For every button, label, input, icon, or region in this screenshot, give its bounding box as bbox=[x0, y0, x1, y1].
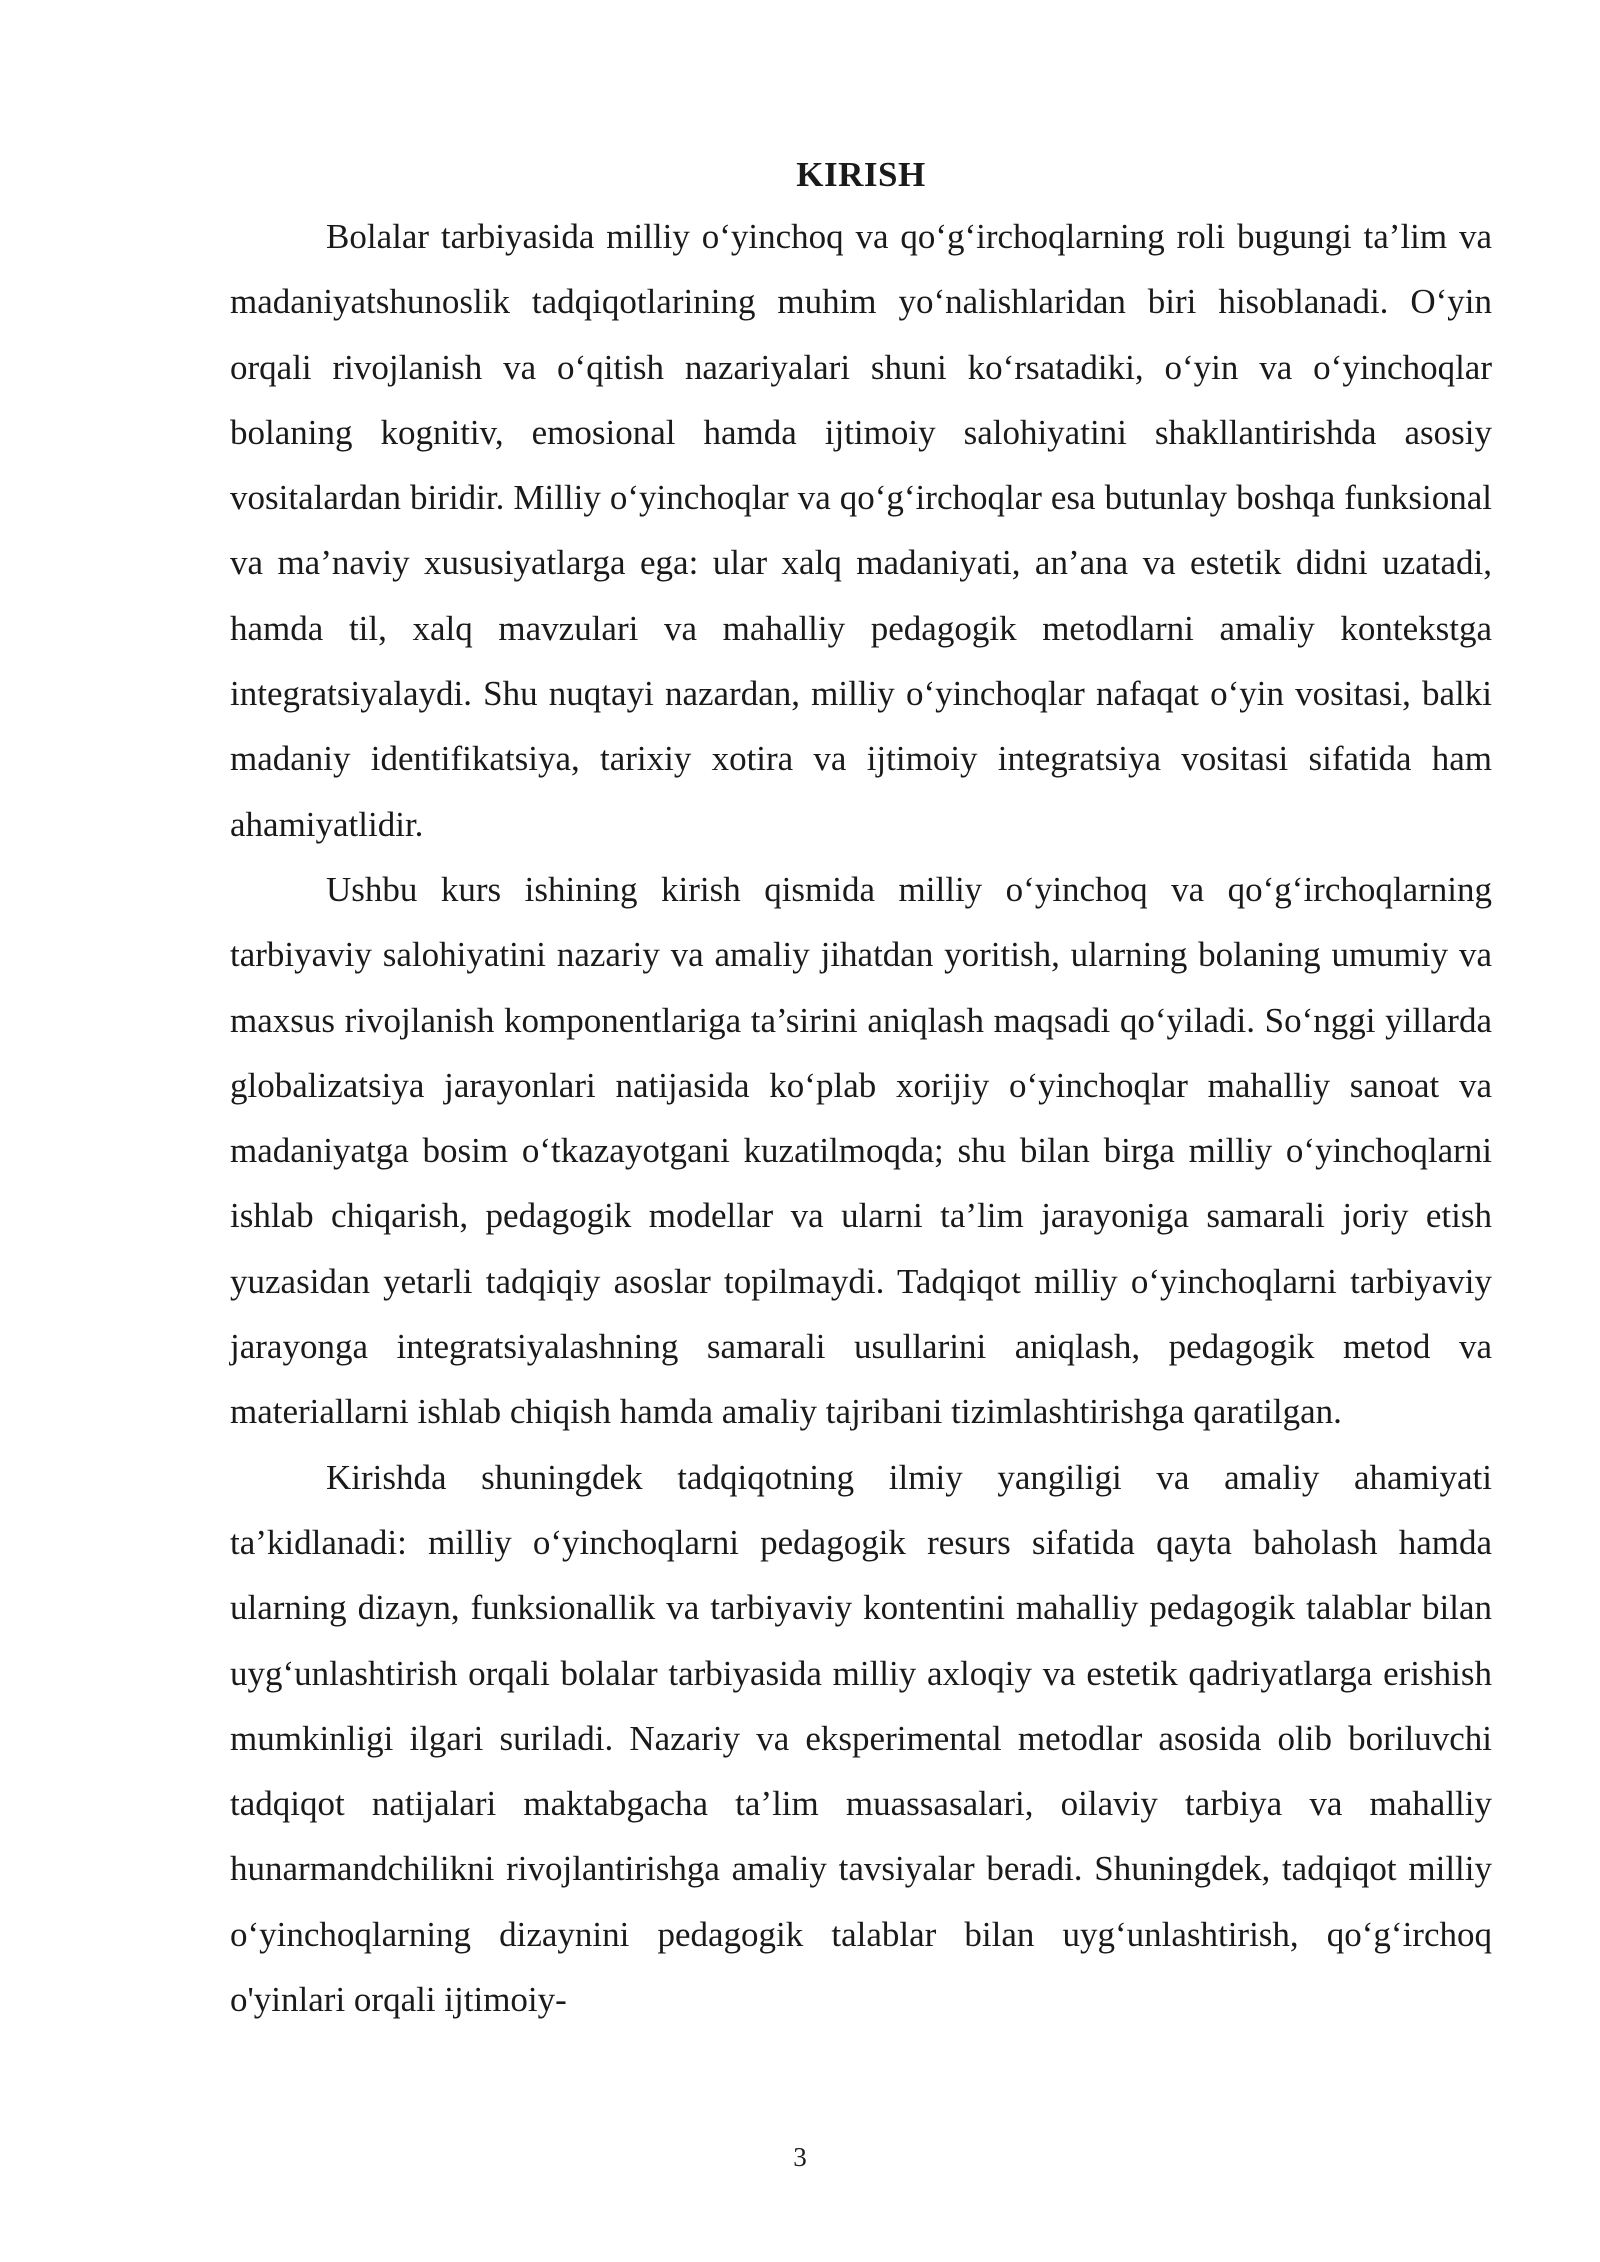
page-content bbox=[230, 150, 1492, 2032]
page-number: 3 bbox=[793, 2142, 807, 2172]
paragraph-2: Ushbu kurs ishining kirish qismida milliy o‘yinchoq va qo‘g‘irchoqlarning tarbiyaviy salohiyatini nazariy va amaliy jihatdan yoritish, ularning bolaning umumiy va maxsus rivojlanish komponentlariga ta’sirini aniqlash maqsadi qo‘yiladi. So‘nggi yillarda globalizatsiya jarayonlari natijasida ko‘plab xorijiy o‘yinchoqlar mahalliy sanoat va madaniyatga bosim o‘tkazayotgani kuzatilmoqda; shu bilan birga milliy o‘yinchoqlarni ishlab chiqarish, pedagogik modellar va ularni ta’lim jarayoniga samarali joriy etish yuzasidan yetarli tadqiqiy asoslar topilmaydi. Tadqiqot milliy o‘yinchoqlarni tarbiyaviy jarayonga integratsiyalashning samarali usullarini aniqlash, pedagogik metod va materiallarni ishlab chiqish hamda amaliy tajribani tizimlashtirishga qaratilgan. bbox=[230, 869, 1492, 1432]
section-title: KIRISH bbox=[796, 155, 926, 194]
paragraph-1: Bolalar tarbiyasida milliy o‘yinchoq va qo‘g‘irchoqlarning roli bugungi ta’lim va madaniyatshunoslik tadqiqotlarining muhim yo‘nalishlaridan biri hisoblanadi. O‘yin orqali rivojlanish va o‘qitish nazariyalari shuni ko‘rsatadiki, o‘yin va o‘yinchoqlar bolaning kognitiv, emosional hamda ijtimoiy salohiyatini shakllantirishda asosiy vositalardan biridir. Milliy o‘yinchoqlar va qo‘g‘irchoqlar esa butunlay boshqa funksional va ma’naviy xususiyatlarga ega: ular xalq madaniyati, an’ana va estetik didni uzatadi, hamda til, xalq mavzulari va mahalliy pedagogik metodlarni amaliy kontekstga integratsiyalaydi. Shu nuqtayi nazardan, milliy o‘yinchoqlar nafaqat o‘yin vositasi, balki madaniy identifikatsiya, tarixiy xotira va ijtimoiy integratsiya vositasi sifatida ham ahamiyatlidir. bbox=[230, 217, 1492, 844]
paragraph-3: Kirishda shuningdek tadqiqotning ilmiy yangiligi va amaliy ahamiyati ta’kidlanadi: milliy o‘yinchoqlarni pedagogik resurs sifatida qayta baholash hamda ularning dizayn, funksionallik va tarbiyaviy kontentini mahalliy pedagogik talablar bilan uyg‘unlashtirish orqali bolalar tarbiyasida milliy axloqiy va estetik qadriyatlarga erishish mumkinligi ilgari suriladi. Nazariy va eksperimental metodlar asosida olib boriluvchi tadqiqot natijalari maktabgacha ta’lim muassasalari, oilaviy tarbiya va mahalliy hunarmandchilikni rivojlantirishga amaliy tavsiyalar beradi. Shuningdek, tadqiqot milliy o‘yinchoqlarning dizaynini pedagogik talablar bilan uyg‘unlashtirish, qo‘g‘irchoq o'yinlari orqali ijtimoiy- bbox=[230, 1457, 1492, 2020]
